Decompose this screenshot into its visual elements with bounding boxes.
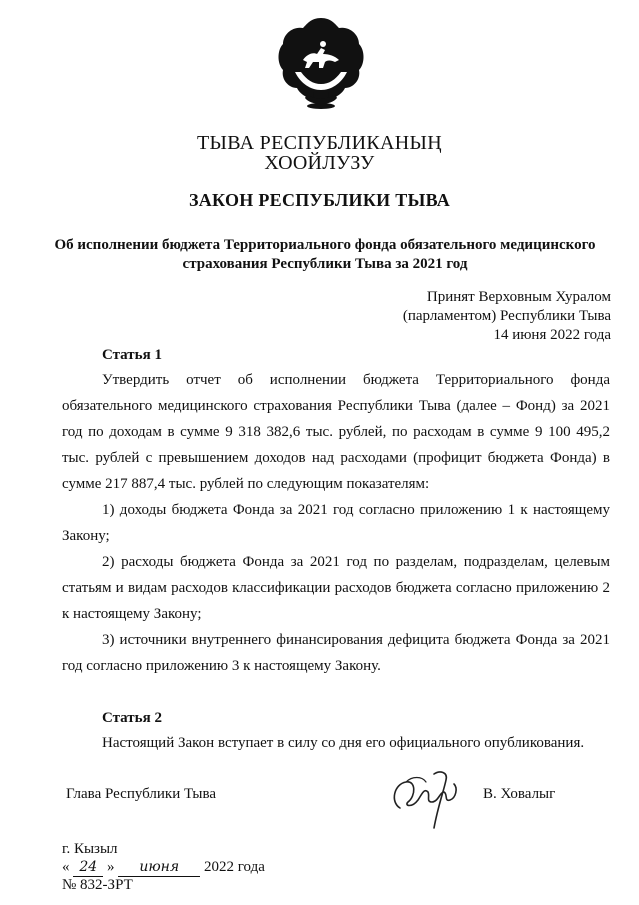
adoption-date: 14 июня 2022 года bbox=[493, 327, 611, 343]
signatory-name: В. Ховалыг bbox=[483, 786, 556, 802]
date-month: июня bbox=[118, 858, 200, 877]
date-quote-open: « bbox=[62, 859, 70, 875]
header-line-1: ТЫВА РЕСПУБЛИКАНЫҢ bbox=[197, 132, 442, 154]
article-1-item-1: 1) доходы бюджета Фонда за 2021 год согласно приложению 1 к настоящему Закону; bbox=[62, 502, 610, 544]
article-2-paragraph-1: Настоящий Закон вступает в силу со дня его официального опубликования. bbox=[102, 735, 585, 751]
footer-date bbox=[62, 858, 265, 877]
adoption-line-2: (парламентом) Республики Тыва bbox=[402, 308, 611, 324]
article-1-title: Статья 1 bbox=[102, 347, 162, 363]
emblem-icon bbox=[275, 14, 367, 110]
signatory-position: Глава Республики Тыва bbox=[66, 786, 217, 802]
footer-city: г. Кызыл bbox=[62, 841, 118, 857]
header-line-2: ХООЙЛУЗУ bbox=[264, 152, 375, 174]
law-subject bbox=[40, 236, 610, 274]
date-year: 2022 года bbox=[204, 859, 265, 875]
signature-icon bbox=[386, 762, 466, 834]
law-number: № 832-ЗРТ bbox=[62, 877, 133, 893]
date-day: 24 bbox=[73, 858, 103, 877]
article-1-item-2: 2) расходы бюджета Фонда за 2021 год по разделам, подразделам, целевым статьям и видам расходов классификации расходов бюджета согласно приложению 2 к настоящему Закону; bbox=[62, 554, 610, 622]
article-2-title: Статья 2 bbox=[102, 710, 162, 726]
article-1-item-3: 3) источники внутреннего финансирования дефицита бюджета Фонда за 2021 год согласно приложению 3 к настоящему Закону. bbox=[62, 632, 610, 674]
date-quote-close: » bbox=[107, 859, 115, 875]
article-1-paragraph-1: Утвердить отчет об исполнении бюджета Территориального фонда обязательного медицинского страхования Республики Тыва (далее – Фонд) за 2021 год по доходам в сумме 9 318 382,6 тыс. рублей, по расходам в сумме 9 100 495,2 тыс. рублей с превышением доходов над расходами (профицит бюджета Фонда) в сумме 217 887,4 тыс. рублей по следующим показателям: bbox=[62, 372, 610, 492]
adoption-line-1: Принят Верховным Хуралом bbox=[426, 289, 611, 305]
law-subject-line-1: Об исполнении бюджета Территориального фонда обязательного медицинского bbox=[54, 237, 596, 253]
adoption-note bbox=[403, 288, 611, 345]
law-subject-line-2: страхования Республики Тыва за 2021 год bbox=[182, 256, 468, 272]
law-title: ЗАКОН РЕСПУБЛИКИ ТЫВА bbox=[188, 190, 451, 210]
